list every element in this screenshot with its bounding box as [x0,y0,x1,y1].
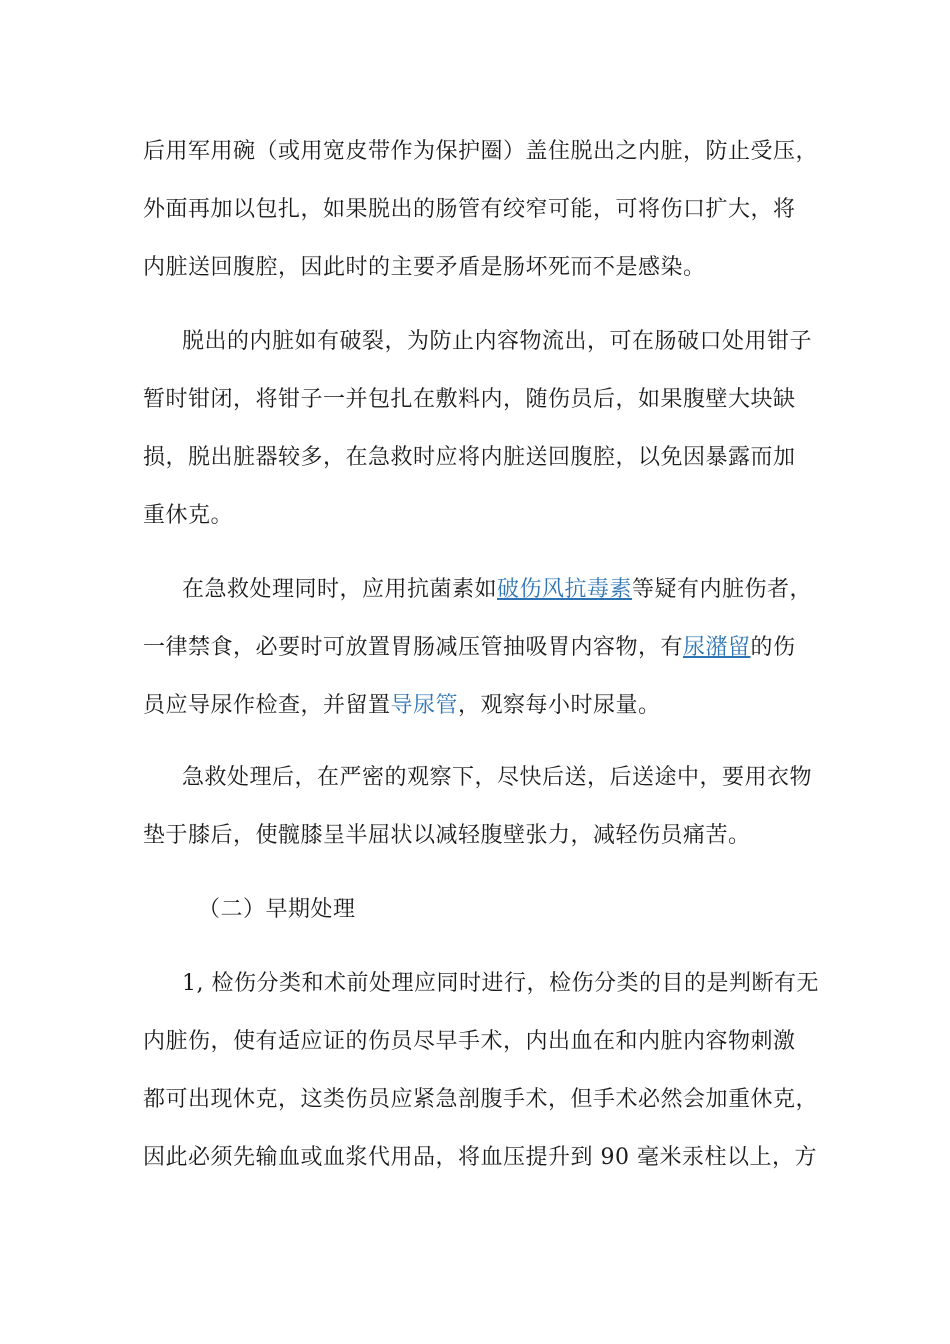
paragraph-4-line-2: 垫于膝后，使髋膝呈半屈状以减轻腹壁张力，减轻伤员痛苦。 [143,823,751,848]
text-span: ，观察每小时尿量。 [458,693,661,718]
text-span: 一律禁食，必要时可放置胃肠减压管抽吸胃内容物，有 [143,635,684,660]
paragraph-2-line-4: 重休克。 [143,503,234,528]
paragraph-1-line-1: 后用军用碗（或用宽皮带作为保护圈）盖住脱出之内脏，防止受压， [143,139,819,164]
paragraph-3-line-2 [143,633,796,663]
text-span: 等疑有内脏伤者， [632,577,813,602]
link-urinary-retention[interactable]: 尿潴留 [683,635,751,660]
text-span: 在急救处理同时，应用抗菌素如 [182,577,498,602]
link-urinary-catheter[interactable]: 导尿管 [390,693,459,718]
section-heading: （二）早期处理 [198,897,356,922]
text-span: 的伤 [750,635,796,660]
paragraph-2-line-1: 脱出的内脏如有破裂，为防止内容物流出，可在肠破口处用钳子 [182,329,813,354]
paragraph-5-line-4: 因此必须先输血或血浆代用品，将血压提升到 90 毫米汞柱以上，方 [143,1145,817,1170]
paragraph-5-line-2: 内脏伤，使有适应证的伤员尽早手术，内出血在和内脏内容物刺激 [143,1029,796,1054]
text-span: 员应导尿作检查，并留置 [143,693,391,718]
paragraph-5-line-3: 都可出现休克，这类伤员应紧急剖腹手术，但手术必然会加重休克， [143,1087,819,1112]
paragraph-3-line-1 [182,575,812,605]
paragraph-2-line-2: 暂时钳闭，将钳子一并包扎在敷料内，随伤员后，如果腹壁大块缺 [143,387,796,412]
paragraph-5-line-1: 1, 检伤分类和术前处理应同时进行，检伤分类的目的是判断有无 [182,971,819,996]
link-tetanus-antitoxin[interactable]: 破伤风抗毒素 [497,577,633,602]
paragraph-3-line-3 [143,691,661,721]
paragraph-1-line-2: 外面再加以包扎，如果脱出的肠管有绞窄可能，可将伤口扩大，将 [143,197,796,222]
paragraph-2-line-3: 损，脱出脏器较多，在急救时应将内脏送回腹腔，以免因暴露而加 [143,445,796,470]
paragraph-1-line-3: 内脏送回腹腔，因此时的主要矛盾是肠坏死而不是感染。 [143,255,706,280]
paragraph-4-line-1: 急救处理后，在严密的观察下，尽快后送，后送途中，要用衣物 [182,765,813,790]
